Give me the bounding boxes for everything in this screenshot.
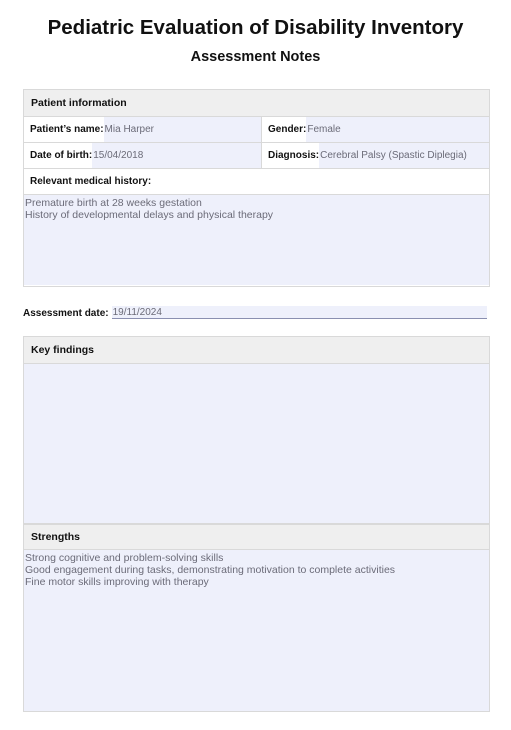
medical-history-line: Premature birth at 28 weeks gestation: [25, 197, 202, 209]
patient-information-header: Patient information: [24, 90, 489, 117]
gender-label: Gender:: [268, 124, 307, 135]
name-gender-row: [24, 117, 489, 143]
strengths-line: Fine motor skills improving with therapy: [25, 576, 209, 588]
strengths-section: [23, 524, 490, 712]
dob-diagnosis-row: [24, 143, 489, 169]
diagnosis-field[interactable]: Cerebral Palsy (Spastic Diplegia): [319, 143, 489, 168]
assessment-date-row: [23, 305, 487, 319]
patient-name-field[interactable]: Mia Harper: [104, 117, 261, 142]
dob-cell: [24, 143, 262, 168]
patient-name-cell: [24, 117, 262, 142]
gender-cell: [262, 117, 489, 142]
medical-history-label: Relevant medical history:: [30, 176, 152, 187]
document-subtitle: Assessment Notes: [190, 49, 321, 65]
diagnosis-label: Diagnosis:: [268, 150, 320, 161]
assessment-date-field[interactable]: 19/11/2024: [112, 306, 487, 319]
medical-history-label-cell: [24, 169, 151, 194]
patient-name-label: Patient’s name:: [30, 124, 104, 135]
strengths-field[interactable]: [24, 550, 489, 711]
medical-history-label-row: [24, 169, 489, 195]
strengths-line: Strong cognitive and problem-solving skills: [25, 552, 224, 564]
strengths-header: Strengths: [24, 524, 489, 550]
key-findings-section: [23, 336, 490, 524]
strengths-line: Good engagement during tasks, demonstrating motivation to complete activities: [25, 564, 396, 576]
key-findings-field[interactable]: [24, 364, 489, 523]
diagnosis-cell: [262, 143, 489, 168]
document-title: Pediatric Evaluation of Disability Inventory: [47, 16, 464, 39]
key-findings-header: Key findings: [24, 337, 489, 364]
dob-label: Date of birth:: [30, 150, 93, 161]
gender-field[interactable]: Female: [306, 117, 489, 142]
medical-history-field[interactable]: [24, 195, 489, 285]
medical-history-line: History of developmental delays and physical therapy: [25, 209, 274, 221]
dob-field[interactable]: 15/04/2018: [92, 143, 261, 168]
assessment-date-label: Assessment date:: [23, 308, 109, 319]
patient-information-section: [23, 89, 490, 287]
